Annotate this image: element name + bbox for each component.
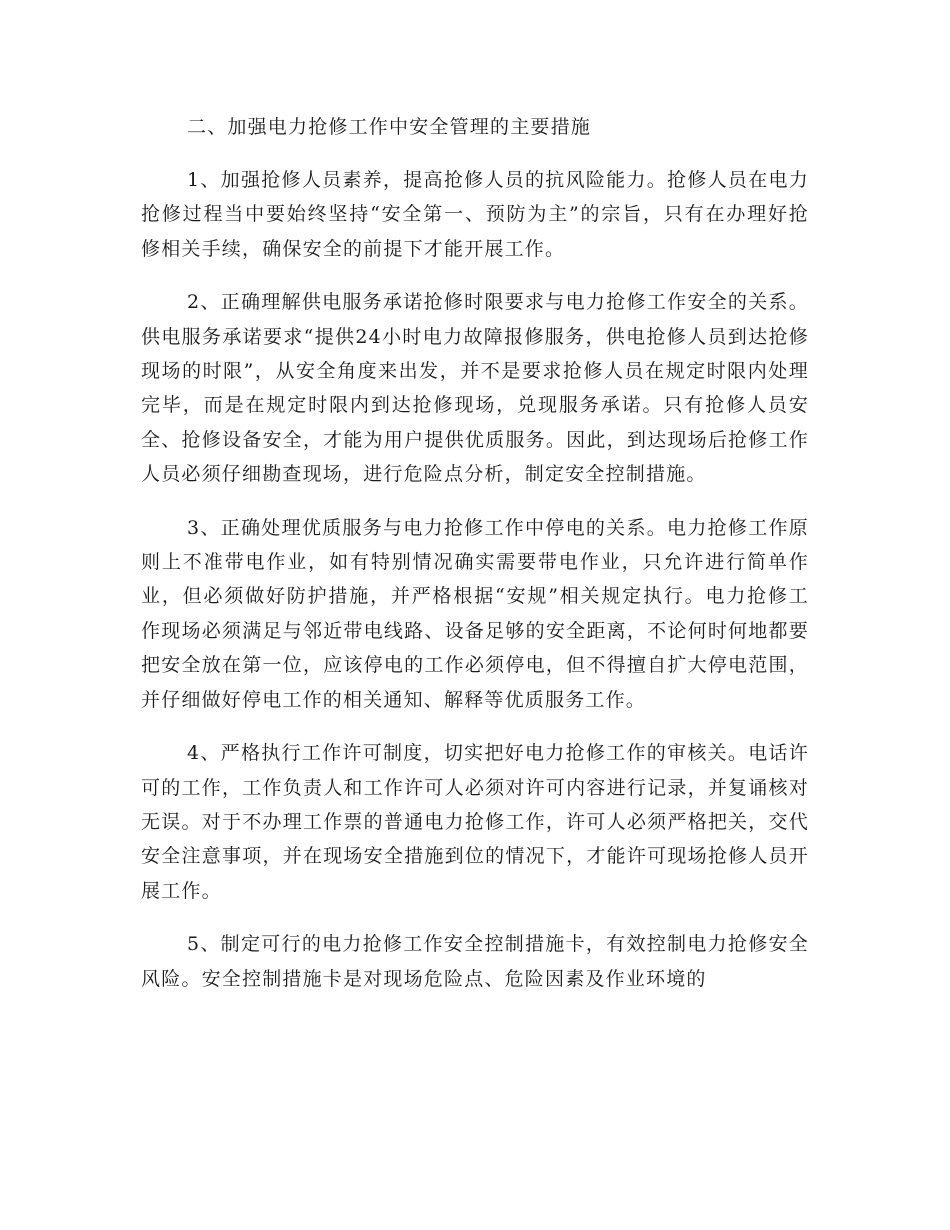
paragraph-5: 5、制定可行的电力抢修工作安全控制措施卡，有效控制电力抢修安全风险。安全控制措施卡是对现场危险点、危险因素及作业环境的 [141,933,809,990]
paragraph-2: 2、正确理解供电服务承诺抢修时限要求与电力抢修工作安全的关系。供电服务承诺要求“提供24小时电力故障报修服务，供电抢修人员到达抢修现场的时限”，从安全角度来出发，并不是要求抢修人员在规定时限内处理完毕，而是在规定时限内到达抢修现场，兑现服务承诺。只有抢修人员安全、抢修设备安全，才能为用户提供优质服务。因此，到达现场后抢修工作人员必须仔细勘查现场，进行危险点分析，制定安全控制措施。 [141,291,809,486]
paragraph-3: 3、正确处理优质服务与电力抢修工作中停电的关系。电力抢修工作原则上不准带电作业，如有特别情况确实需要带电作业，只允许进行简单作业，但必须做好防护措施，并严格根据“安规”相关规定执行。电力抢修工作现场必须满足与邻近带电线路、设备足够的安全距离，不论何时何地都要把安全放在第一位，应该停电的工作必须停电，但不得擅自扩大停电范围，并仔细做好停电工作的相关通知、解释等优质服务工作。 [141,516,809,711]
document-body [141,110,809,1015]
paragraph-4: 4、严格执行工作许可制度，切实把好电力抢修工作的审核关。电话许可的工作，工作负责人和工作许可人必须对许可内容进行记录，并复诵核对无误。对于不办理工作票的普通电力抢修工作，许可人必须严格把关，交代安全注意事项，并在现场安全措施到位的情况下，才能许可现场抢修人员开展工作。 [141,742,809,902]
paragraph-1: 1、加强抢修人员素养，提高抢修人员的抗风险能力。抢修人员在电力抢修过程当中要始终坚持“安全第一、预防为主”的宗旨，只有在办理好抢修相关手续，确保安全的前提下才能开展工作。 [141,169,809,260]
section-heading: 二、加强电力抢修工作中安全管理的主要措施 [187,116,592,138]
